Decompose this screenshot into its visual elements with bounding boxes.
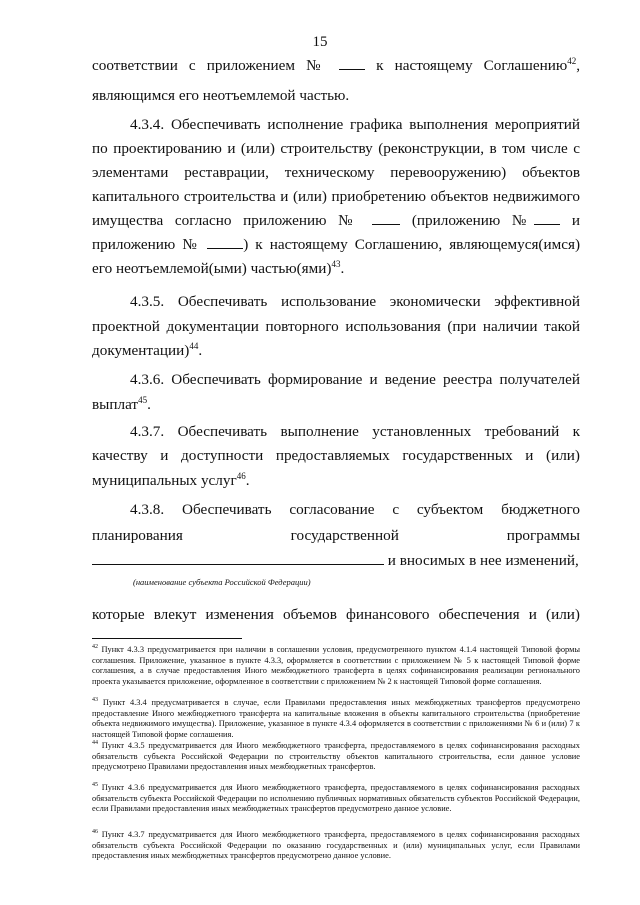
footnote-text: Пункт 4.3.7 предусматривается для Иного межбюджетного трансферта, предоставляемого в целях софинансирования расходных обязательств субъекта Российской Федерации по оказанию государственных и (или) муниципальных услуг, если Правилами предоставления иных межбюджетных трансфертов предусмотрено данное условие.	[92, 830, 580, 861]
paragraph-434-line: 4.3.4. Обеспечивать исполнение графика выполнения мероприятий	[130, 116, 580, 133]
paragraph-437-line: качеству и доступности предоставляемых государственных и (или)	[92, 447, 580, 464]
paragraph-434-line	[92, 212, 580, 230]
paragraph-434-line: по проектированию и (или) строительству (реконструкции, в том числе с	[92, 140, 580, 157]
footnote-45	[92, 783, 580, 815]
field-caption: (наименование субъекта Российской Федерации)	[133, 577, 311, 587]
footnote-ref: 46	[236, 470, 246, 481]
paragraph-437-line: 4.3.7. Обеспечивать выполнение установленных требований к	[130, 423, 580, 440]
text-fragment: соответствии с приложением №	[92, 57, 328, 74]
footnote-separator	[92, 638, 242, 639]
blank-field	[372, 212, 400, 225]
blank-field	[339, 57, 365, 70]
paragraph-434-line: элементами реставрации, техническому перевооружению) объектов	[92, 164, 580, 181]
paragraph-438-line: которые влекут изменения объемов финансового обеспечения и (или)	[92, 606, 580, 623]
blank-field	[92, 552, 384, 565]
paragraph-434-line: капитального строительства и (или) приобретению объектов недвижимого	[92, 188, 580, 205]
paragraph-434-line: его неотъемлемой(ыми) частью(ями)$^{43}$.	[92, 258, 345, 277]
paragraph-435-line: 4.3.5. Обеспечивать использование экономически эффективной	[130, 293, 580, 310]
footnote-number: 45	[92, 782, 98, 789]
footnote-number: 42	[92, 644, 98, 651]
footnote-text: Пункт 4.3.3 предусматривается при наличии в соглашении условия, предусмотренного пунктом 4.1.4 настоящей Типовой формы соглашения. Приложение, указанное в пункте 4.3.3, оформляется в соответствии с приложением № 5 к настоящей Типовой форме соглашения, а в случае предоставления Иного межбюджетного трансферта в целях софинансирования реализации регионального проекта указывается приложение, оформленное в соответствии с приложением № 2 к настоящей Типовой форме соглашения.	[92, 645, 580, 686]
text-fragment: настоящему	[394, 57, 473, 74]
page-number: 15	[312, 34, 328, 50]
paragraph-438-line	[92, 552, 580, 570]
footnote-text: Пункт 4.3.4 предусматривается в случае, если Правилами предоставления иных межбюджетных трансфертов предусмотрено предоставление Иного межбюджетного трансферта на капитальные вложения в объекты капитального строительства (приобретение объекта недвижимого имущества). Приложение, указанное в пункте 4.3.4 оформляется в соответствии с приложениями № 6 и (или) 7 к настоящей Типовой форме соглашения.	[92, 698, 581, 739]
text-fragment: планирования государственной программы	[92, 527, 580, 544]
footnote-ref: 44	[189, 340, 199, 351]
text-fragment: №	[338, 212, 400, 229]
blank-field	[207, 236, 243, 249]
text-fragment: имущества согласно приложению	[92, 212, 327, 229]
blank-field	[534, 212, 560, 225]
text-fragment: к	[376, 57, 384, 74]
paragraph-434-line	[92, 236, 580, 254]
text-fragment: Соглашению$^{42}$,	[483, 55, 580, 74]
paragraph-437-line: муниципальных услуг$^{46}$.	[92, 470, 250, 489]
footnote-46	[92, 830, 580, 862]
paragraph-438-line	[92, 527, 580, 545]
footnote-number: 46	[92, 829, 98, 836]
text-fragment: (приложению №	[412, 212, 560, 229]
text-fragment: и вносимых в нее изменений,	[387, 552, 579, 569]
footnote-text: Пункт 4.3.6 предусматривается для Иного межбюджетного трансферта, предоставляемого в целях софинансирования расходных обязательств субъекта Российской Федерации по исполнению публичных нормативных обязательств субъектов Российской Федерации, если Правилами предоставления иных межбюджетных трансфертов предусмотрено данное условие.	[92, 783, 580, 814]
paragraph-435-line: проектной документации повторного использования (при наличии такой	[92, 318, 580, 335]
paragraph-435-line: документации)$^{44}$.	[92, 340, 203, 359]
footnote-ref: 42	[567, 55, 577, 66]
text-fragment: и	[571, 212, 581, 229]
paragraph-436-line: выплат$^{45}$.	[92, 394, 151, 413]
footnote-number: 43	[92, 697, 98, 704]
footnote-43	[92, 698, 580, 740]
text-line: являющимся его неотъемлемой частью.	[92, 87, 350, 104]
text-fragment: приложению № ) к настоящему Соглашению, являющемуся(имся)	[92, 236, 581, 253]
footnote-number: 44	[92, 740, 98, 747]
footnote-42	[92, 645, 580, 687]
footnote-ref: 43	[331, 258, 341, 269]
footnote-44	[92, 741, 580, 773]
text-line	[92, 57, 580, 75]
footnote-ref: 45	[138, 394, 148, 405]
paragraph-438-line: 4.3.8. Обеспечивать согласование с субъектом бюджетного	[130, 501, 580, 518]
footnote-text: Пункт 4.3.5 предусматривается для Иного межбюджетного трансферта, предоставляемого в целях софинансирования расходных обязательств субъекта Российской Федерации по строительству объектов капитального строительства, если данное условие предусмотрено Правилами предоставления иных межбюджетных трансфертов.	[92, 741, 580, 772]
paragraph-436-line: 4.3.6. Обеспечивать формирование и ведение реестра получателей	[130, 371, 580, 388]
